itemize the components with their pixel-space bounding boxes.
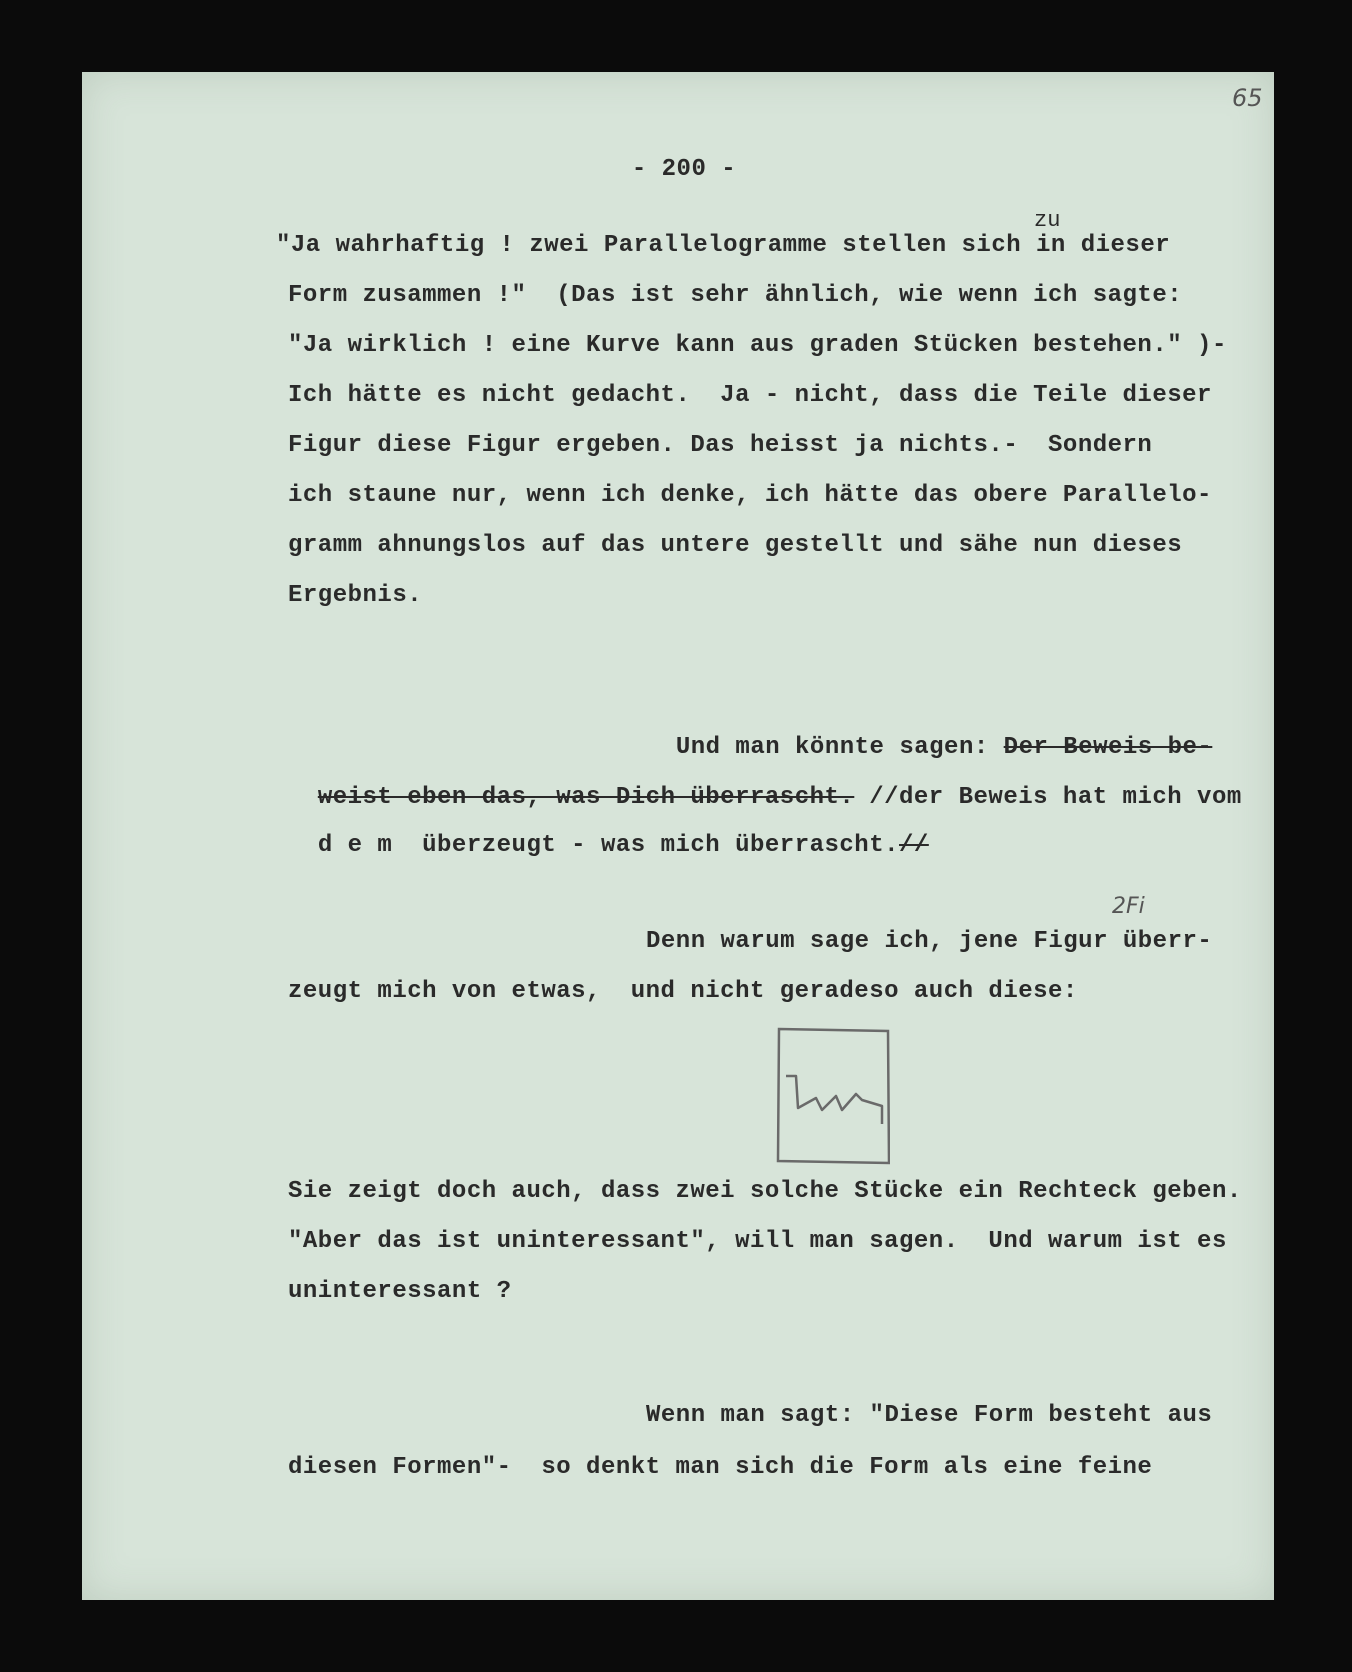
rectangle-sketch-figure bbox=[776, 1026, 890, 1166]
margin-note: 2Fi bbox=[1112, 894, 1145, 919]
p4-line-3: uninteressant ? bbox=[288, 1278, 512, 1305]
page-number: - 200 - bbox=[631, 156, 737, 183]
p2-line-3-mark: // bbox=[899, 832, 929, 859]
p1-line-7: gramm ahnungslos auf das untere gestellt und sähe nun dieses bbox=[288, 532, 1183, 559]
p3-line-2: zeugt mich von etwas, und nicht geradeso auch diese: bbox=[288, 978, 1078, 1005]
p4-line-2: "Aber das ist uninteressant", will man sagen. Und warum ist es bbox=[288, 1228, 1227, 1255]
p1-line-1: "Ja wahrhaftig ! zwei Parallelogramme stellen sich in dieser bbox=[276, 232, 1171, 259]
folio-number: 65 bbox=[1232, 84, 1263, 112]
p1-line-8: Ergebnis. bbox=[288, 582, 423, 609]
p5-line-2: diesen Formen"- so denkt man sich die Form als eine feine bbox=[288, 1454, 1153, 1481]
p3-line-1: Denn warum sage ich, jene Figur überr- bbox=[646, 928, 1213, 955]
p2-line-1-struck: Der Beweis be- bbox=[1003, 734, 1213, 761]
p4-line-1: Sie zeigt doch auch, dass zwei solche Stücke ein Rechteck geben. bbox=[288, 1178, 1242, 1205]
p2-line-1-text: Und man könnte sagen: bbox=[675, 734, 1004, 761]
p2-line-2-struck: weist eben das, was Dich überrascht. bbox=[317, 784, 855, 811]
p1-line-5: Figur diese Figur ergeben. Das heisst ja nichts.- Sondern bbox=[288, 432, 1153, 459]
p1-line-2: Form zusammen !" (Das ist sehr ähnlich, wie wenn ich sagte: bbox=[288, 282, 1183, 309]
p2-line-2-text: //der Beweis hat mich vom bbox=[854, 784, 1242, 811]
p2-line-1 bbox=[646, 706, 1212, 762]
p1-line-4: Ich hätte es nicht gedacht. Ja - nicht, dass die Teile dieser bbox=[288, 382, 1212, 409]
p1-line-6: ich staune nur, wenn ich denke, ich hätte das obere Parallelo- bbox=[288, 482, 1212, 509]
p2-line-3-text: d e m überzeugt - was mich überrascht. bbox=[317, 832, 900, 859]
p1-line-3: "Ja wirklich ! eine Kurve kann aus graden Stücken bestehen." )- bbox=[288, 332, 1227, 359]
p2-line-3 bbox=[288, 804, 929, 860]
interlinear-insert-zu: zu bbox=[1034, 208, 1061, 233]
p5-line-1: Wenn man sagt: "Diese Form besteht aus bbox=[646, 1402, 1213, 1429]
